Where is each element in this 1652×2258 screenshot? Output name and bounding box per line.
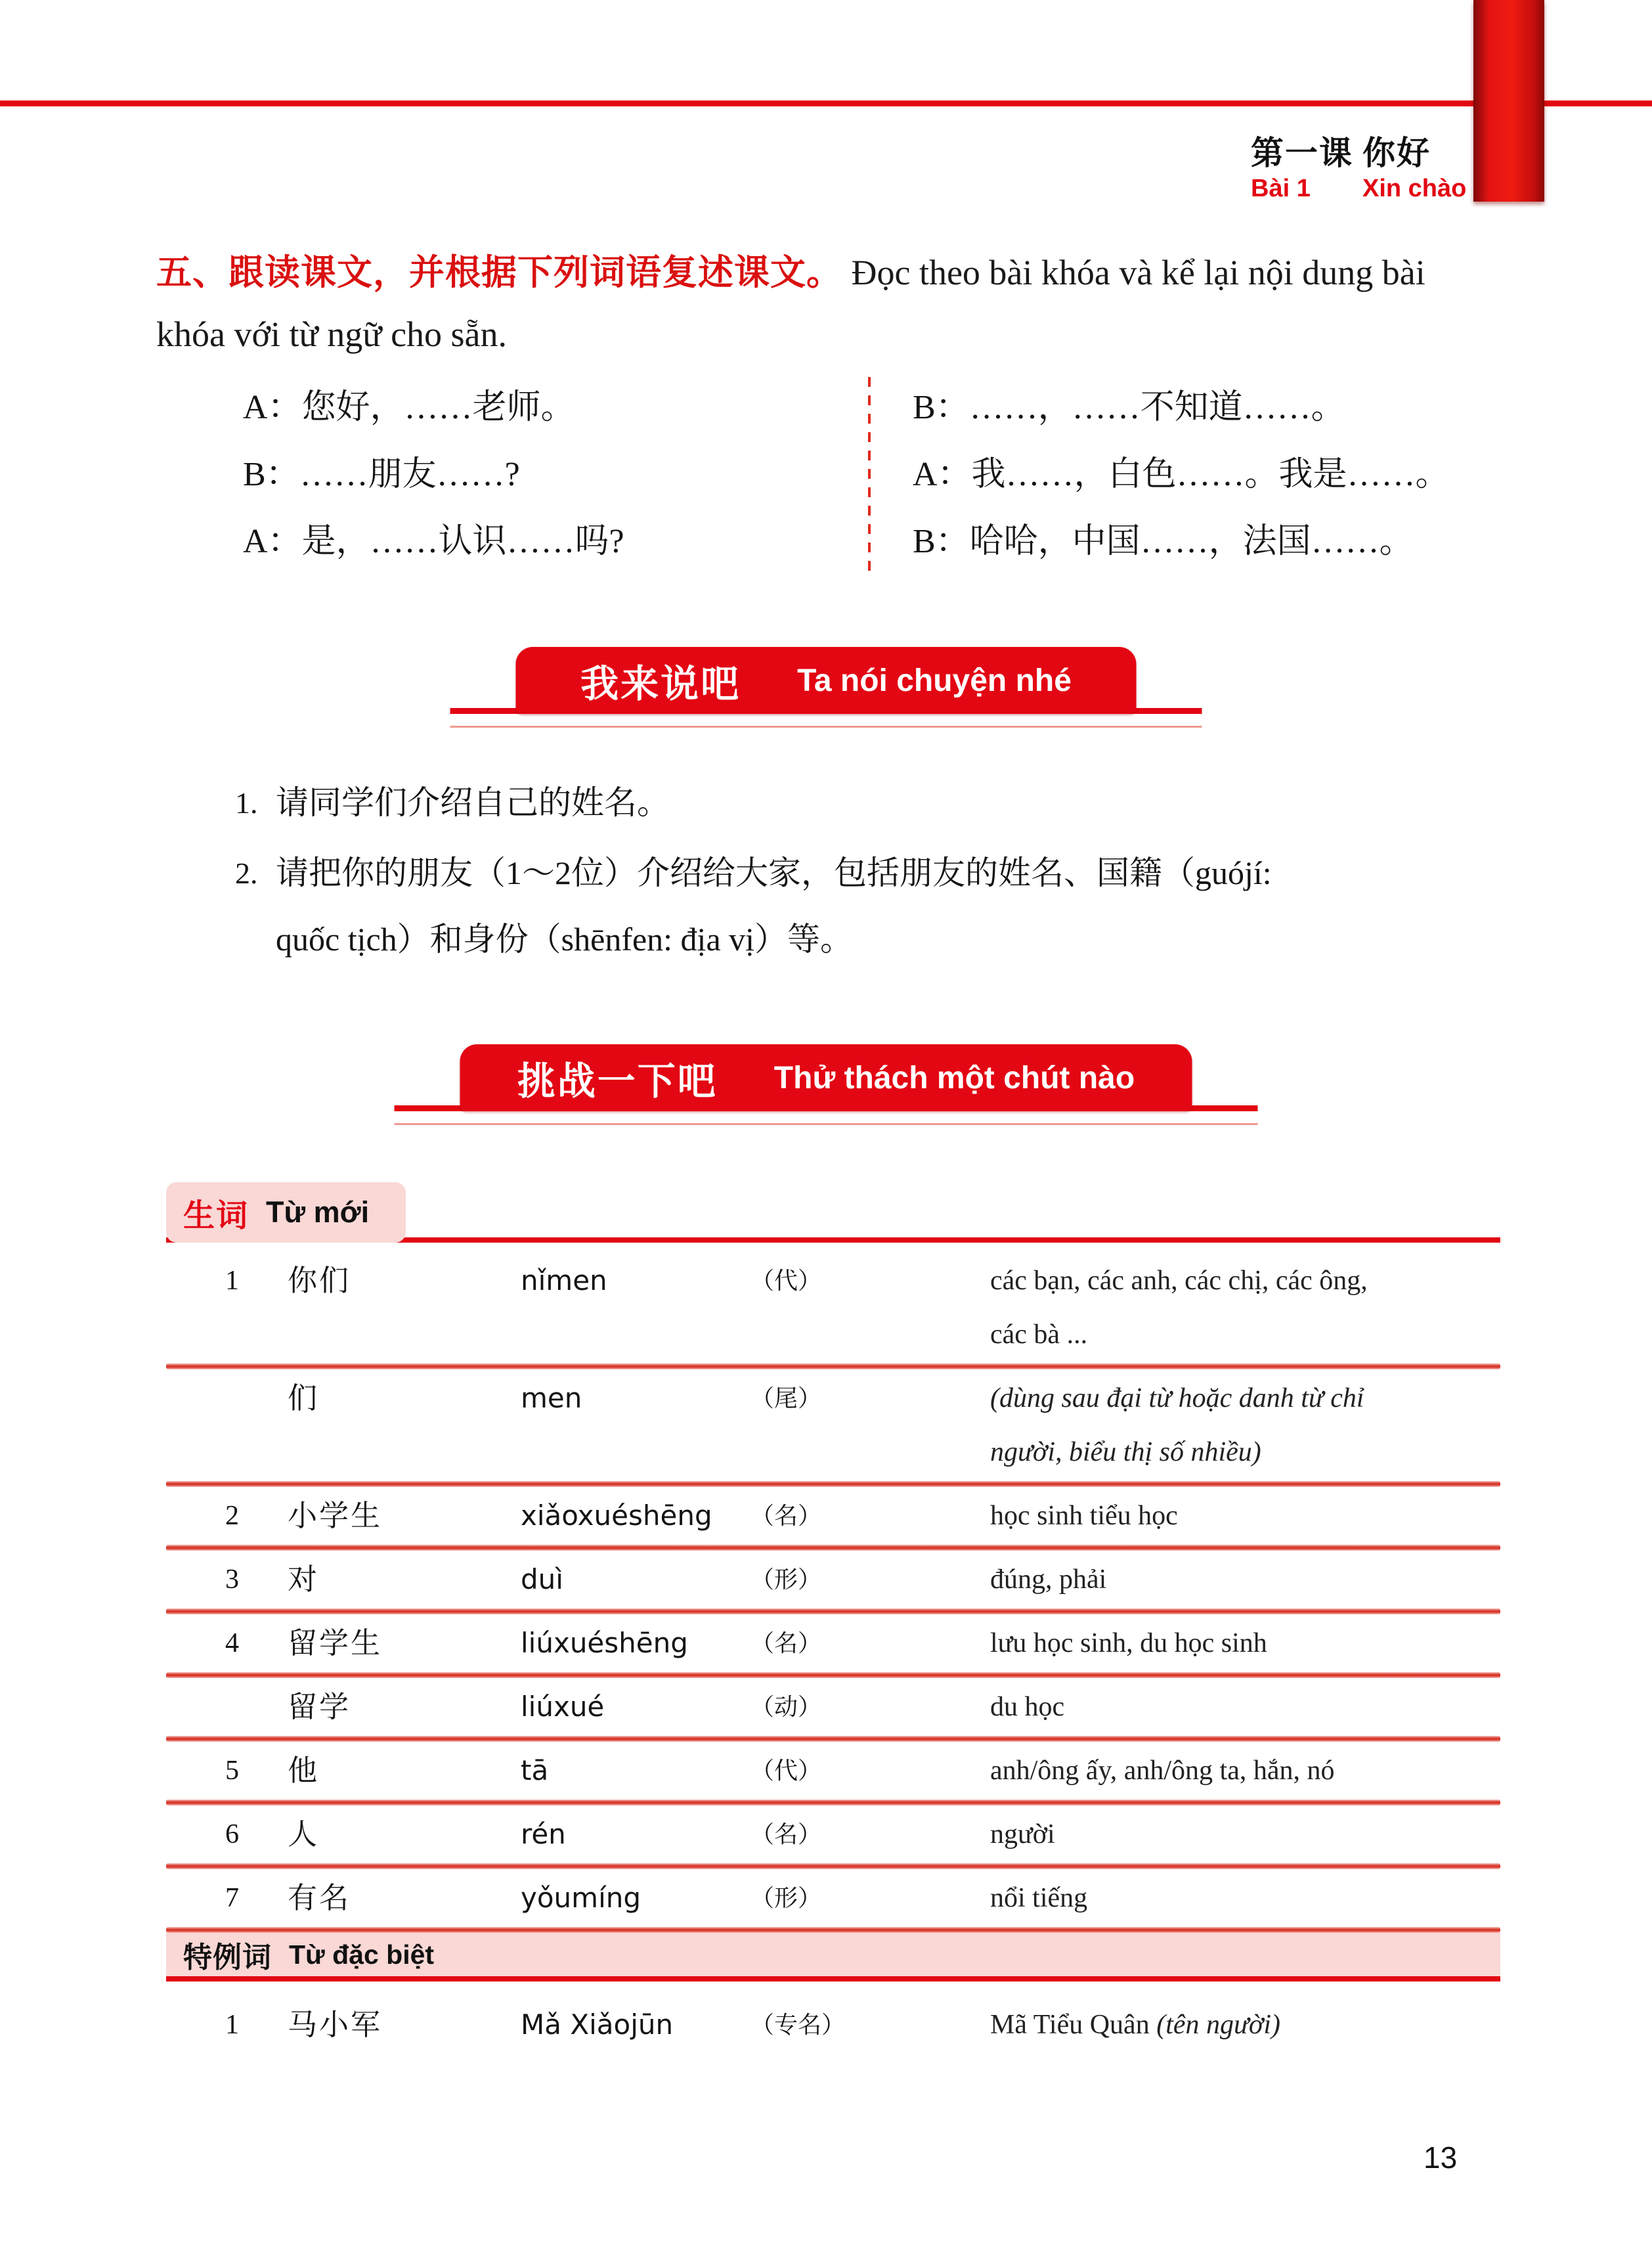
vocab-row [166,1742,1500,1800]
vocab-pinyin: xiǎoxuéshēng [521,1499,712,1532]
special-label-vi: Từ đặc biệt [289,1939,435,1970]
challenge-banner-title-cn: 挑战一下吧 [517,1060,718,1103]
vocab-word: 对 [288,1563,320,1596]
vocab-meaning [990,1871,1500,1925]
vocab-meaning-line: (dùng sau đại từ hoặc danh từ chỉ [990,1383,1364,1413]
row-separator [166,1608,1500,1614]
vocab-word: 他 [288,1754,320,1787]
challenge-banner-underline-echo [395,1123,1258,1125]
task-text [276,770,1521,836]
vocab-pos: （专名） [750,2012,846,2038]
speak-banner-box [516,647,1137,714]
row-separator [166,1363,1500,1369]
vocab-pinyin: duì [521,1563,563,1595]
speak-banner-title-vi: Ta nói chuyện nhé [797,663,1072,698]
vocab-word: 你们 [288,1264,351,1297]
vocab-word: 有名 [288,1882,351,1915]
vocab-pos: （代） [750,1758,822,1784]
exercise-heading-line1 [156,242,1508,303]
exercise-heading [156,242,1508,365]
vocab-label-cn: 生词 [183,1198,250,1233]
vocab-word: 们 [288,1382,320,1415]
exercise-heading-vi: Đọc theo bài khóa và kể lại nội dung bài [851,253,1425,292]
vocab-pos: （名） [750,1630,822,1656]
vocab-row [166,1678,1500,1736]
vocab-word: 留学 [288,1691,351,1723]
vocab-pinyin: men [521,1382,582,1414]
vocab-pos: （形） [750,1566,822,1593]
vocab-row [166,1551,1500,1608]
vocab-num: 1 [225,2010,239,2040]
vocab-meaning-line: đúng, phải [990,1564,1107,1595]
dialogue-block [243,374,1514,578]
vocab-meaning-line: người, biểu thị số nhiều) [990,1437,1261,1467]
dialogue-line: B：……，……不知道……。 [913,389,1345,426]
vocab-meaning-line: nổi tiếng [990,1883,1088,1913]
row-separator [166,1672,1500,1678]
vocab-pos: （名） [750,1503,822,1529]
speak-banner-title-cn: 我来说吧 [580,663,741,705]
task-number: 2. [235,856,258,890]
dialogue-line: B：……朋友……? [243,456,520,493]
special-vocab-row [166,1996,1500,2054]
vocab-meaning-line: anh/ông ấy, anh/ông ta, hắn, nó [990,1756,1335,1786]
vocab-pinyin: rén [521,1818,566,1850]
vocab-pinyin: yǒumíng [521,1882,641,1914]
vocab-table [166,1252,1500,2054]
vocab-meaning-line: người [990,1819,1055,1849]
vocab-label-vi: Từ mới [266,1195,370,1229]
challenge-banner-title-vi: Thử thách một chút nào [773,1060,1135,1096]
vocab-meaning-line: học sinh tiểu học [990,1501,1178,1531]
vocab-meaning [990,1371,1500,1479]
vocab-num: 7 [225,1883,239,1913]
vocab-meaning [990,1489,1500,1543]
task-item [235,840,1521,973]
vocab-meaning [990,1807,1500,1861]
speak-task-list [235,770,1521,977]
vocab-pos: （名） [750,1821,822,1848]
row-separator [166,1736,1500,1742]
vocab-word: 人 [288,1818,320,1851]
vocab-num: 5 [225,1756,239,1786]
dialogue-left-column [243,374,868,578]
task-text-line: 请同学们介绍自己的姓名。 [276,784,670,821]
vocab-row [166,1614,1500,1672]
row-separator [166,1800,1500,1805]
top-rule [0,100,1652,106]
vocab-num: 6 [225,1819,239,1849]
vocab-num: 2 [225,1501,239,1531]
vocab-meaning-line: các bà ... [990,1319,1088,1350]
vocab-meaning [990,1254,1500,1361]
vocab-header [166,1182,1500,1243]
vocab-pinyin: liúxuéshēng [521,1627,688,1659]
dialogue-line: A：您好，……老师。 [243,389,575,426]
lesson-title-cn: 你好 [1362,135,1431,171]
lesson-header [1251,135,1466,203]
vocab-pos: （形） [750,1885,822,1911]
row-separator [166,1481,1500,1487]
task-text-line: quốc tịch）和身份（shēnfen: địa vị）等。 [276,921,854,958]
special-label-cn: 特例词 [183,1941,272,1974]
vocab-word: 小学生 [288,1499,383,1532]
task-text-line: 请把你的朋友（1～2位）介绍给大家，包括朋友的姓名、国籍（guójí: [276,854,1272,891]
vocab-meaning-line: lưu học sinh, du học sinh [990,1628,1267,1658]
vocab-num: 1 [225,1266,239,1296]
vocab-meaning-text: Mã Tiểu Quân [990,2010,1157,2040]
dialogue-right-column [871,374,1514,578]
vocab-row [166,1869,1500,1927]
vocab-meaning-note: (tên người) [1156,2010,1280,2040]
vocab-row [166,1487,1500,1545]
vocab-num: 3 [225,1564,239,1595]
lesson-title-vi: Xin chào [1362,175,1467,202]
lesson-number-vi: Bài 1 [1251,175,1311,202]
speak-banner [516,647,1137,714]
challenge-banner [460,1044,1192,1111]
vocab-tab [166,1182,406,1243]
vocab-num: 4 [225,1628,239,1658]
vocab-section [166,1182,1500,2054]
speak-banner-underline-echo [450,726,1202,728]
vocab-row [166,1369,1500,1481]
challenge-banner-box [460,1044,1192,1111]
vocab-word: 马小军 [288,2008,383,2041]
vocab-meaning [990,1680,1500,1734]
vocab-word: 留学生 [288,1627,383,1660]
vocab-pos: （代） [750,1268,822,1294]
row-separator [166,1545,1500,1551]
vocab-pinyin: tā [521,1754,549,1786]
row-separator [166,1927,1500,1933]
task-item [235,770,1521,836]
corner-ribbon [1473,0,1544,202]
exercise-heading-cn: 五、跟读课文，并根据下列词语复述课文。 [156,253,842,292]
row-separator [166,1863,1500,1869]
lesson-number-cn: 第一课 [1251,135,1353,171]
vocab-meaning [990,1744,1500,1798]
vocab-meaning [990,1998,1500,2052]
vocab-row [166,1805,1500,1863]
special-words-band [166,1933,1500,1981]
dialogue-line: A：我……，白色……。我是……。 [913,456,1450,493]
vocab-pinyin: Mǎ Xiǎojūn [521,2008,674,2041]
vocab-pos: （动） [750,1694,822,1720]
vocab-meaning-line: các bạn, các anh, các chị, các ông, [990,1266,1368,1296]
vocab-row [166,1252,1500,1363]
dialogue-line: B：哈哈，中国……，法国……。 [913,523,1414,560]
exercise-heading-vi-line2: khóa với từ ngữ cho sẵn. [156,315,508,354]
task-text [276,840,1521,973]
vocab-meaning-line: du học [990,1692,1065,1722]
dialogue-line: A：是，……认识……吗? [243,523,624,560]
vocab-meaning [990,1616,1500,1670]
page-number: 13 [1424,2140,1458,2175]
task-number: 1. [235,786,258,820]
vocab-pinyin: nǐmen [521,1264,607,1296]
vocab-meaning [990,1553,1500,1606]
vocab-pinyin: liúxué [521,1691,605,1723]
vocab-pos: （尾） [750,1385,822,1411]
